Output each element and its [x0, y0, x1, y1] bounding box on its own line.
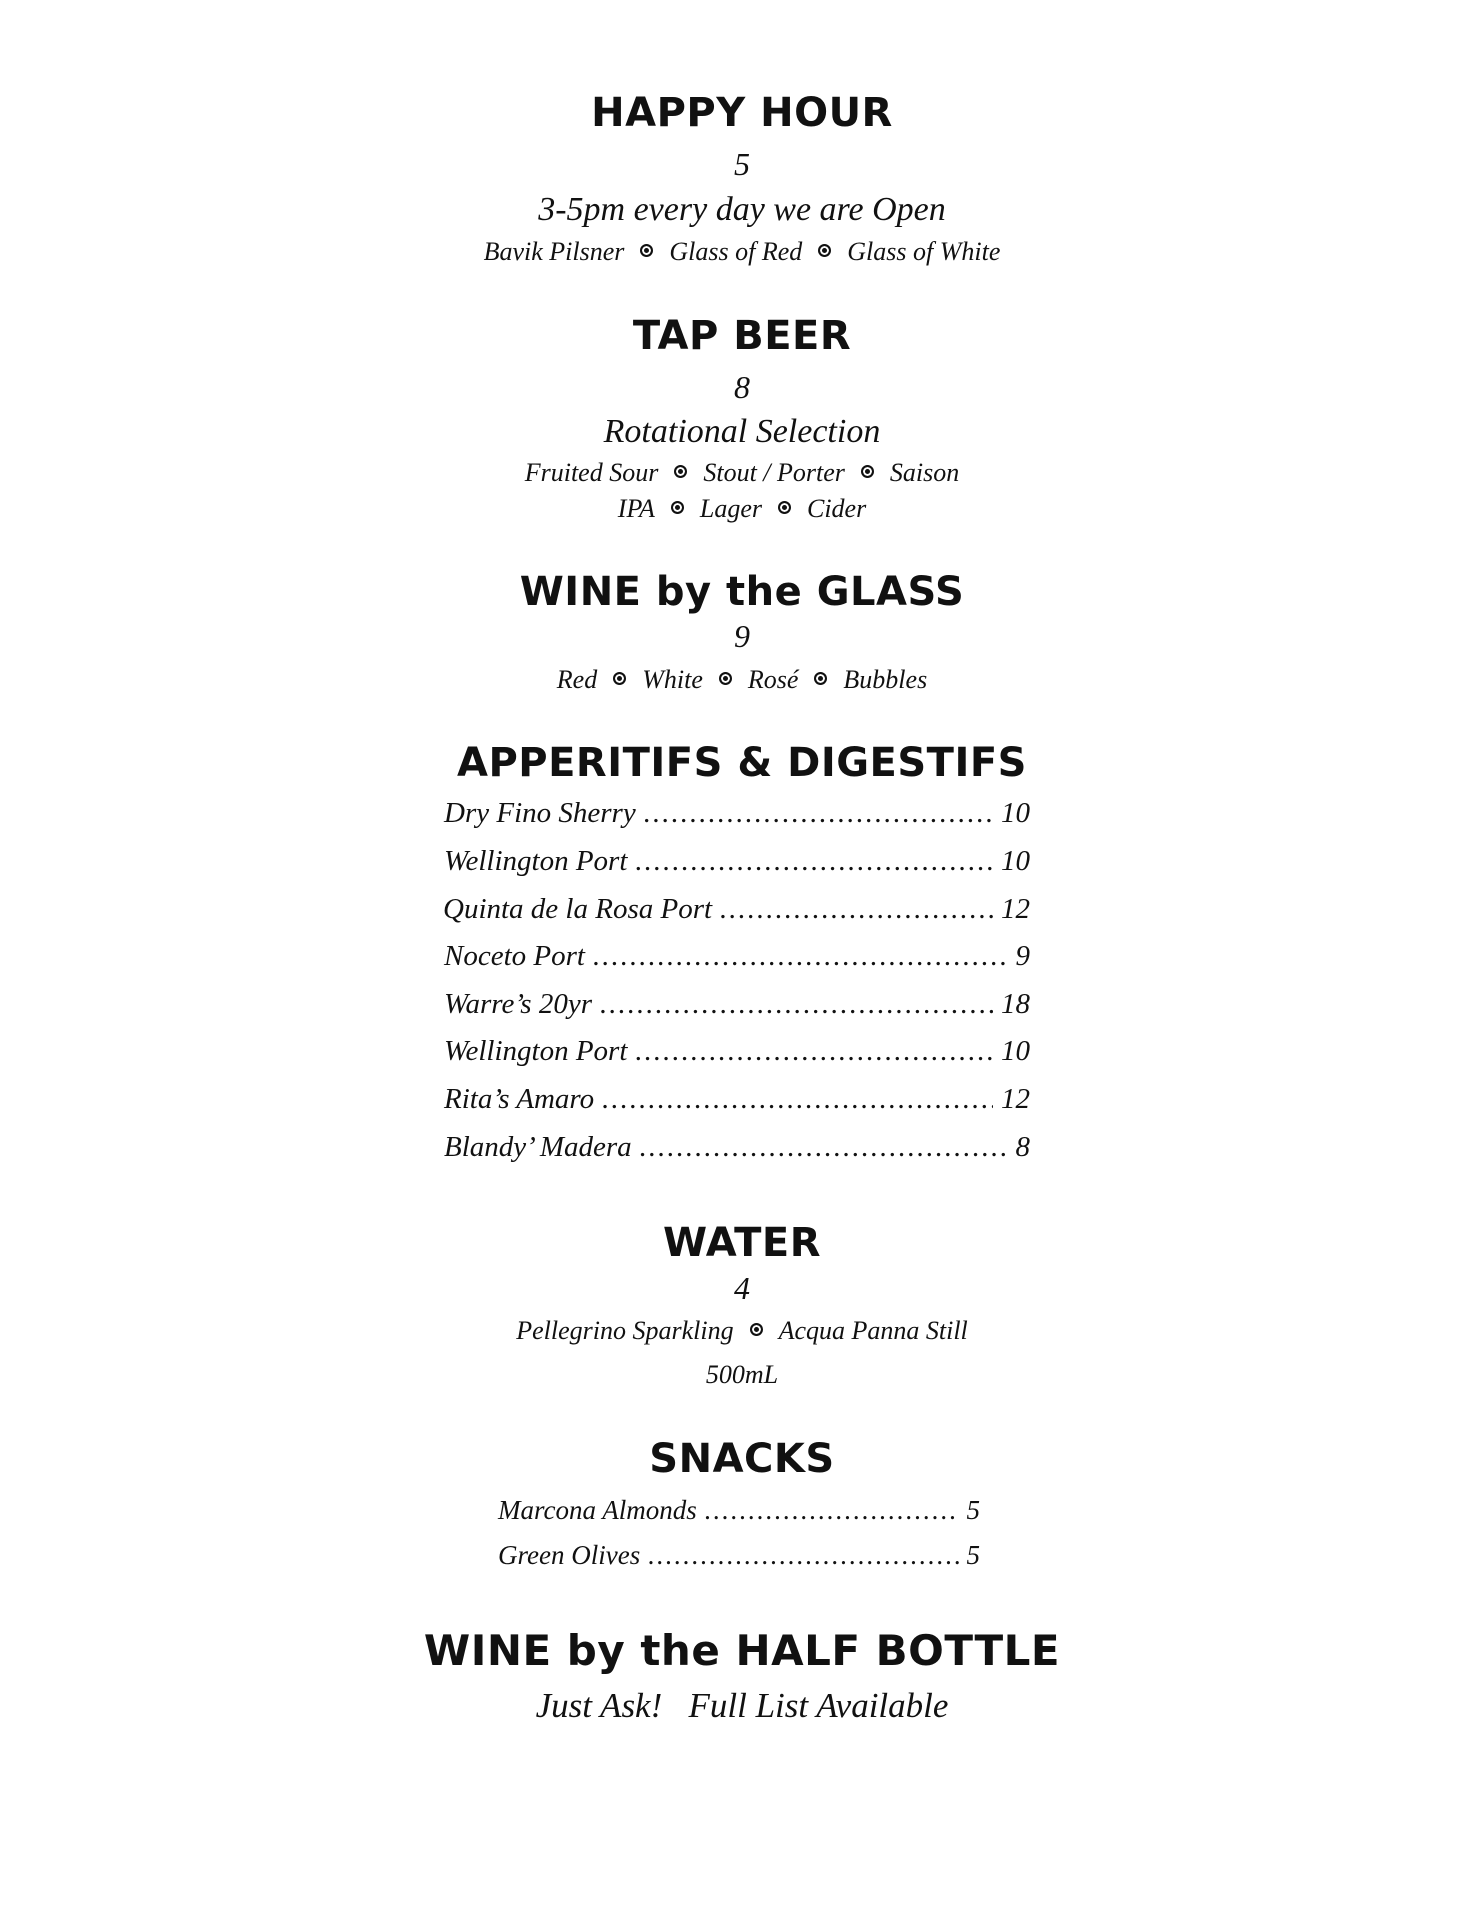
item-name: Quinta de la Rosa Port	[443, 893, 713, 925]
wine-glass-heading: WINE by the GLASS	[519, 569, 965, 615]
item-price: 10	[1001, 797, 1030, 829]
item-name: Dry Fino Sherry	[444, 797, 636, 829]
item-price: 8	[1015, 1131, 1030, 1163]
bullet-icon	[778, 501, 791, 514]
dot-leader	[705, 1497, 959, 1524]
tap-beer-item: Lager	[699, 494, 762, 524]
bullet-icon	[640, 244, 653, 257]
item-price: 10	[1001, 1035, 1030, 1067]
bullet-icon	[861, 465, 874, 478]
dot-leader	[600, 990, 993, 1019]
tap-beer-items-line2	[0, 494, 1484, 522]
item-name: Blandy’ Madera	[444, 1131, 632, 1163]
item-price: 10	[1001, 845, 1030, 877]
wine-glass-item: White	[642, 665, 703, 695]
happy-hour-subtitle: 3-5pm every day we are Open	[538, 191, 946, 228]
list-item	[444, 990, 1030, 1019]
wine-glass-items	[0, 665, 1484, 693]
tap-beer-heading: TAP BEER	[632, 313, 852, 359]
list-item	[444, 1085, 1030, 1114]
happy-hour-item: Bavik Pilsner	[483, 237, 625, 267]
item-name: Rita’s Amaro	[444, 1083, 595, 1115]
item-name: Green Olives	[498, 1540, 641, 1570]
list-item	[444, 1037, 1030, 1066]
apperitifs-heading: APPERITIFS & DIGESTIFS	[457, 740, 1027, 786]
wine-glass-item: Rosé	[747, 665, 799, 695]
tap-beer-item: Fruited Sour	[524, 458, 659, 488]
item-name: Marcona Almonds	[498, 1495, 697, 1525]
item-name: Noceto Port	[444, 940, 585, 972]
dot-leader	[720, 895, 993, 924]
item-name: Warre’s 20yr	[444, 988, 592, 1020]
list-item	[443, 895, 1030, 924]
dot-leader	[602, 1085, 993, 1114]
snacks-heading: SNACKS	[649, 1436, 835, 1482]
bullet-icon	[719, 672, 732, 685]
list-item	[444, 1133, 1030, 1162]
dot-leader	[593, 942, 1008, 971]
wine-glass-item: Bubbles	[843, 665, 928, 695]
tap-beer-price: 8	[734, 369, 750, 405]
list-item	[498, 1542, 980, 1569]
dot-leader	[648, 1542, 958, 1569]
tap-beer-item: Saison	[889, 458, 960, 488]
item-price: 9	[1015, 940, 1030, 972]
happy-hour-heading: HAPPY HOUR	[591, 90, 893, 136]
happy-hour-price: 5	[734, 146, 750, 182]
happy-hour-item: Glass of Red	[669, 237, 803, 267]
wine-glass-item: Red	[556, 665, 598, 695]
bullet-icon	[674, 465, 687, 478]
half-bottle-note: Just Ask! Full List Available	[535, 1686, 949, 1725]
item-name: Wellington Port	[444, 1035, 628, 1067]
bullet-icon	[750, 1323, 763, 1336]
water-items	[0, 1316, 1484, 1344]
item-price: 5	[966, 1540, 980, 1570]
item-price: 12	[1001, 893, 1030, 925]
water-heading: WATER	[662, 1220, 822, 1266]
tap-beer-items-line1	[0, 458, 1484, 486]
water-price: 4	[734, 1270, 750, 1306]
item-name: Wellington Port	[444, 845, 628, 877]
water-item: Acqua Panna Still	[778, 1316, 968, 1346]
tap-beer-subtitle: Rotational Selection	[603, 413, 881, 450]
wine-glass-price: 9	[734, 618, 750, 654]
tap-beer-item: IPA	[617, 494, 655, 524]
list-item	[444, 942, 1030, 971]
dot-leader	[644, 799, 993, 828]
item-price: 18	[1001, 988, 1030, 1020]
tap-beer-item: Cider	[806, 494, 867, 524]
bullet-icon	[814, 672, 827, 685]
bullet-icon	[671, 501, 684, 514]
dot-leader	[635, 1037, 993, 1066]
list-item	[498, 1497, 980, 1524]
item-price: 12	[1001, 1083, 1030, 1115]
half-bottle-heading: WINE by the HALF BOTTLE	[423, 1626, 1061, 1675]
water-volume: 500mL	[705, 1360, 779, 1389]
tap-beer-item: Stout / Porter	[703, 458, 845, 488]
bullet-icon	[818, 244, 831, 257]
happy-hour-items	[0, 237, 1484, 265]
list-item	[444, 847, 1030, 876]
list-item	[444, 799, 1030, 828]
water-item: Pellegrino Sparkling	[516, 1316, 734, 1346]
bullet-icon	[613, 672, 626, 685]
dot-leader	[640, 1133, 1008, 1162]
dot-leader	[635, 847, 993, 876]
item-price: 5	[966, 1495, 980, 1525]
happy-hour-item: Glass of White	[847, 237, 1001, 267]
